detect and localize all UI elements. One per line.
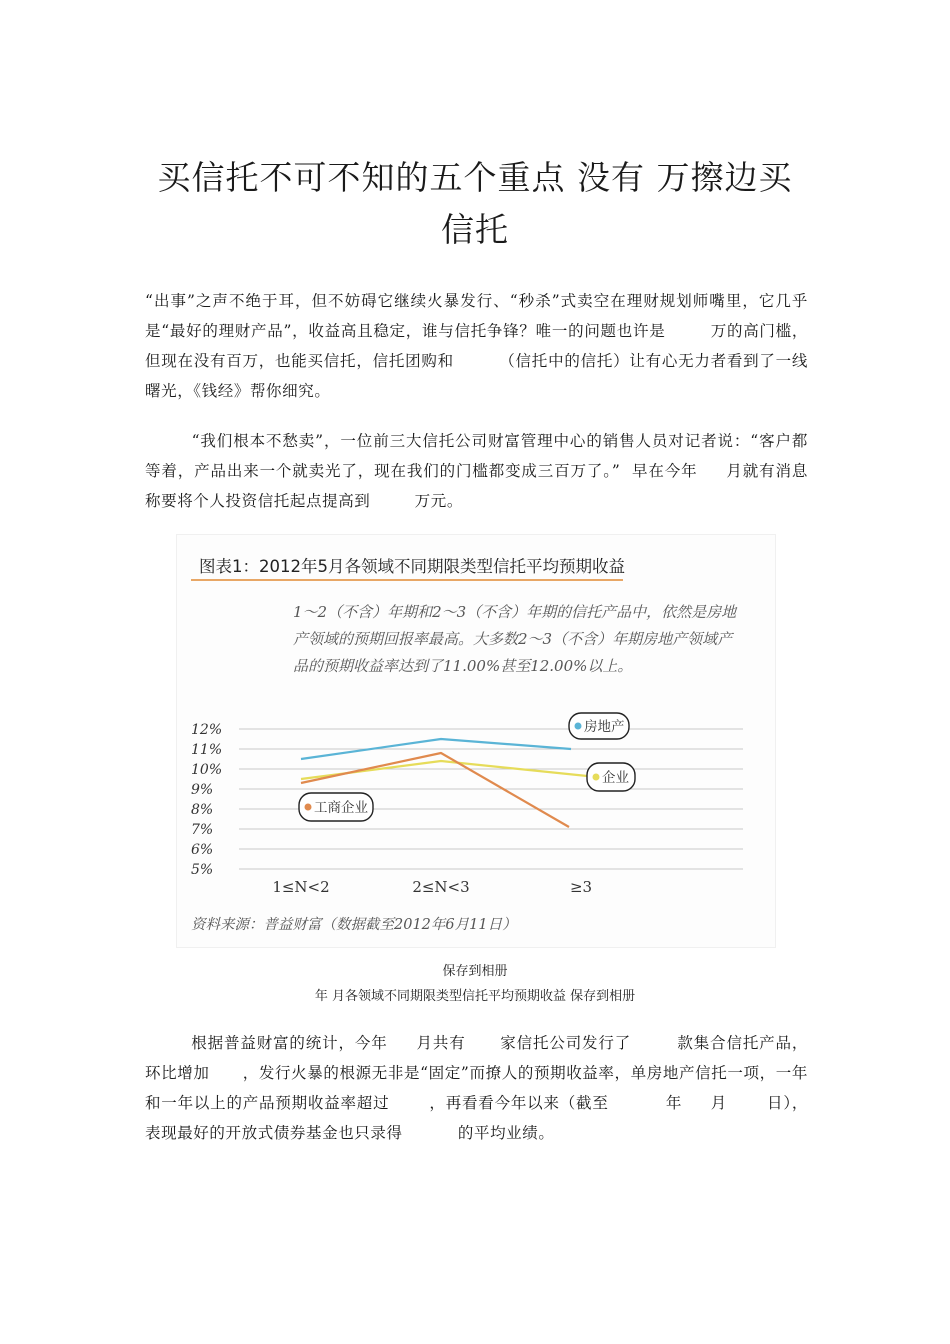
title-line-1: 买信托不可不知的五个重点 没有 万擦边买	[157, 158, 793, 197]
save-to-album-link[interactable]: 保存到相册	[442, 964, 508, 979]
y-tick-label: 8%	[191, 802, 214, 818]
y-tick-label: 7%	[191, 822, 214, 838]
series-label-text: 房地产	[584, 719, 625, 735]
line-chart	[177, 535, 775, 947]
series-label-dot	[305, 804, 312, 811]
y-tick-label: 12%	[191, 722, 223, 738]
y-tick-label: 6%	[191, 842, 214, 858]
x-tick-label: ≥3	[569, 878, 593, 896]
document-title	[120, 152, 830, 256]
figure-caption: 年 月各领域不同期限类型信托平均预期收益 保存到相册	[314, 989, 636, 1004]
y-tick-label: 11%	[191, 742, 223, 758]
series-label-text: 工商企业	[314, 800, 368, 816]
y-tick-label: 5%	[191, 862, 214, 878]
chart-figure	[176, 534, 776, 948]
y-tick-label: 10%	[191, 762, 223, 778]
series-line-1	[301, 761, 597, 779]
paragraph-intro: “出事”之声不绝于耳，但不妨碍它继续火暴发行、“秒杀”式卖空在理财规划师嘴里，它几乎是“最好的理财产品”，收益高且稳定，谁与信托争锋？唯一的问题也许是 万的高门槛，但现在没有百万，也能买信托，信托团购和 （信托中的信托）让有心无力者看到了一线曙光，《钱经》帮你细究。	[145, 292, 808, 400]
chart-title: 图表1：2012年5月各领域不同期限类型信托平均预期收益	[199, 557, 625, 576]
series-label-text: 企业	[602, 770, 629, 786]
chart-source: 资料来源：普益财富（数据截至2012年6月11日）	[191, 917, 517, 933]
chart-annotation: 1～2（不含）年期和2～3（不含）年期的信托产品中，依然是房地产领域的预期回报率最高。大多数2～3（不含）年期房地产领域产品的预期收益率达到了11.00%甚至12.00%以上。	[293, 603, 737, 675]
y-tick-label: 9%	[191, 782, 214, 798]
series-label-dot	[575, 723, 582, 730]
paragraph-quote: “我们根本不愁卖”，一位前三大信托公司财富管理中心的销售人员对记者说：“客户都等着，产品出来一个就卖光了，现在我们的门槛都变成三百万了。” 早在今年 月就有消息称要将个人投资信托起点提高到 万元。	[145, 432, 808, 510]
title-line-2: 信托	[441, 210, 509, 249]
x-tick-label: 2≤N<3	[412, 878, 470, 896]
paragraph-statistics: 根据普益财富的统计，今年 月共有 家信托公司发行了 款集合信托产品，环比增加 ，发行火暴的根源无非是“固定”而撩人的预期收益率，单房地产信托一项，一年和一年以上的产品预期收益率超过 ，再看看今年以来（截至 年 月 日），表现最好的开放式债券基金也只录得 的平均业绩。	[145, 1034, 808, 1142]
series-label-dot	[593, 774, 600, 781]
x-tick-label: 1≤N<2	[272, 878, 330, 896]
